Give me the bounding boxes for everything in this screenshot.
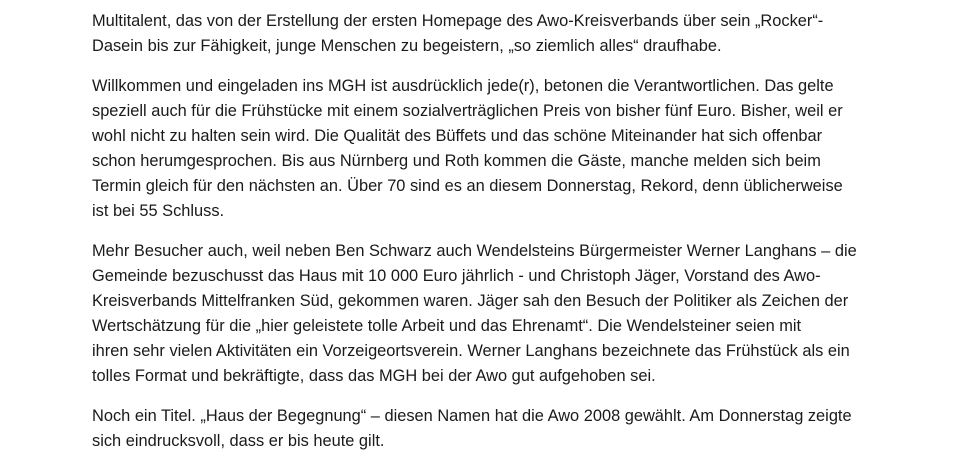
text-line: Wertschätzung für die „hier geleistete tolle Arbeit und das Ehrenamt“. Die Wendelsteiner seien mit (92, 317, 802, 335)
text-line: wohl nicht zu halten sein wird. Die Qualität des Büffets und das schöne Miteinander hat sich offenbar (92, 127, 823, 145)
text-line: schon herumgesprochen. Bis aus Nürnberg und Roth kommen die Gäste, manche melden sich beim (92, 152, 821, 170)
text-line: Kreisverbands Mittelfranken Süd, gekommen waren. Jäger sah den Besuch der Politiker als Zeichen der (92, 292, 849, 310)
text-line: ihren sehr vielen Aktivitäten ein Vorzeigeortsverein. Werner Langhans bezeichnete das Frühstück als ein (92, 342, 850, 360)
text-line: ist bei 55 Schluss. (92, 202, 225, 220)
document-body (92, 9, 882, 469)
text-line: Termin gleich für den nächsten an. Über 70 sind es an diesem Donnerstag, Rekord, denn üblicherweise (92, 177, 843, 195)
paragraph-titel (92, 404, 882, 454)
text-line: speziell auch für die Frühstücke mit einem sozialverträglichen Preis von bisher fünf Euro. Bisher, weil er (92, 102, 843, 120)
paragraph-multitalent (92, 9, 882, 59)
text-line: Noch ein Titel. „Haus der Begegnung“ – diesen Namen hat die Awo 2008 gewählt. Am Donnerstag zeigte (92, 407, 852, 425)
text-line: Dasein bis zur Fähigkeit, junge Menschen zu begeistern, „so ziemlich alles“ draufhabe. (92, 37, 722, 55)
text-line: sich eindrucksvoll, dass er bis heute gilt. (92, 432, 385, 450)
paragraph-besucher (92, 239, 882, 389)
text-line: Multitalent, das von der Erstellung der ersten Homepage des Awo-Kreisverbands über sein „Rocker“- (92, 12, 824, 30)
text-line: tolles Format und bekräftigte, dass das MGH bei der Awo gut aufgehoben sei. (92, 367, 656, 385)
text-line: Willkommen und eingeladen ins MGH ist ausdrücklich jede(r), betonen die Verantwortlichen. Das gelte (92, 77, 834, 95)
text-line: Mehr Besucher auch, weil neben Ben Schwarz auch Wendelsteins Bürgermeister Werner Langhans – die (92, 242, 857, 260)
paragraph-willkommen (92, 74, 882, 224)
text-line: Gemeinde bezuschusst das Haus mit 10 000 Euro jährlich - und Christoph Jäger, Vorstand des Awo- (92, 267, 821, 285)
